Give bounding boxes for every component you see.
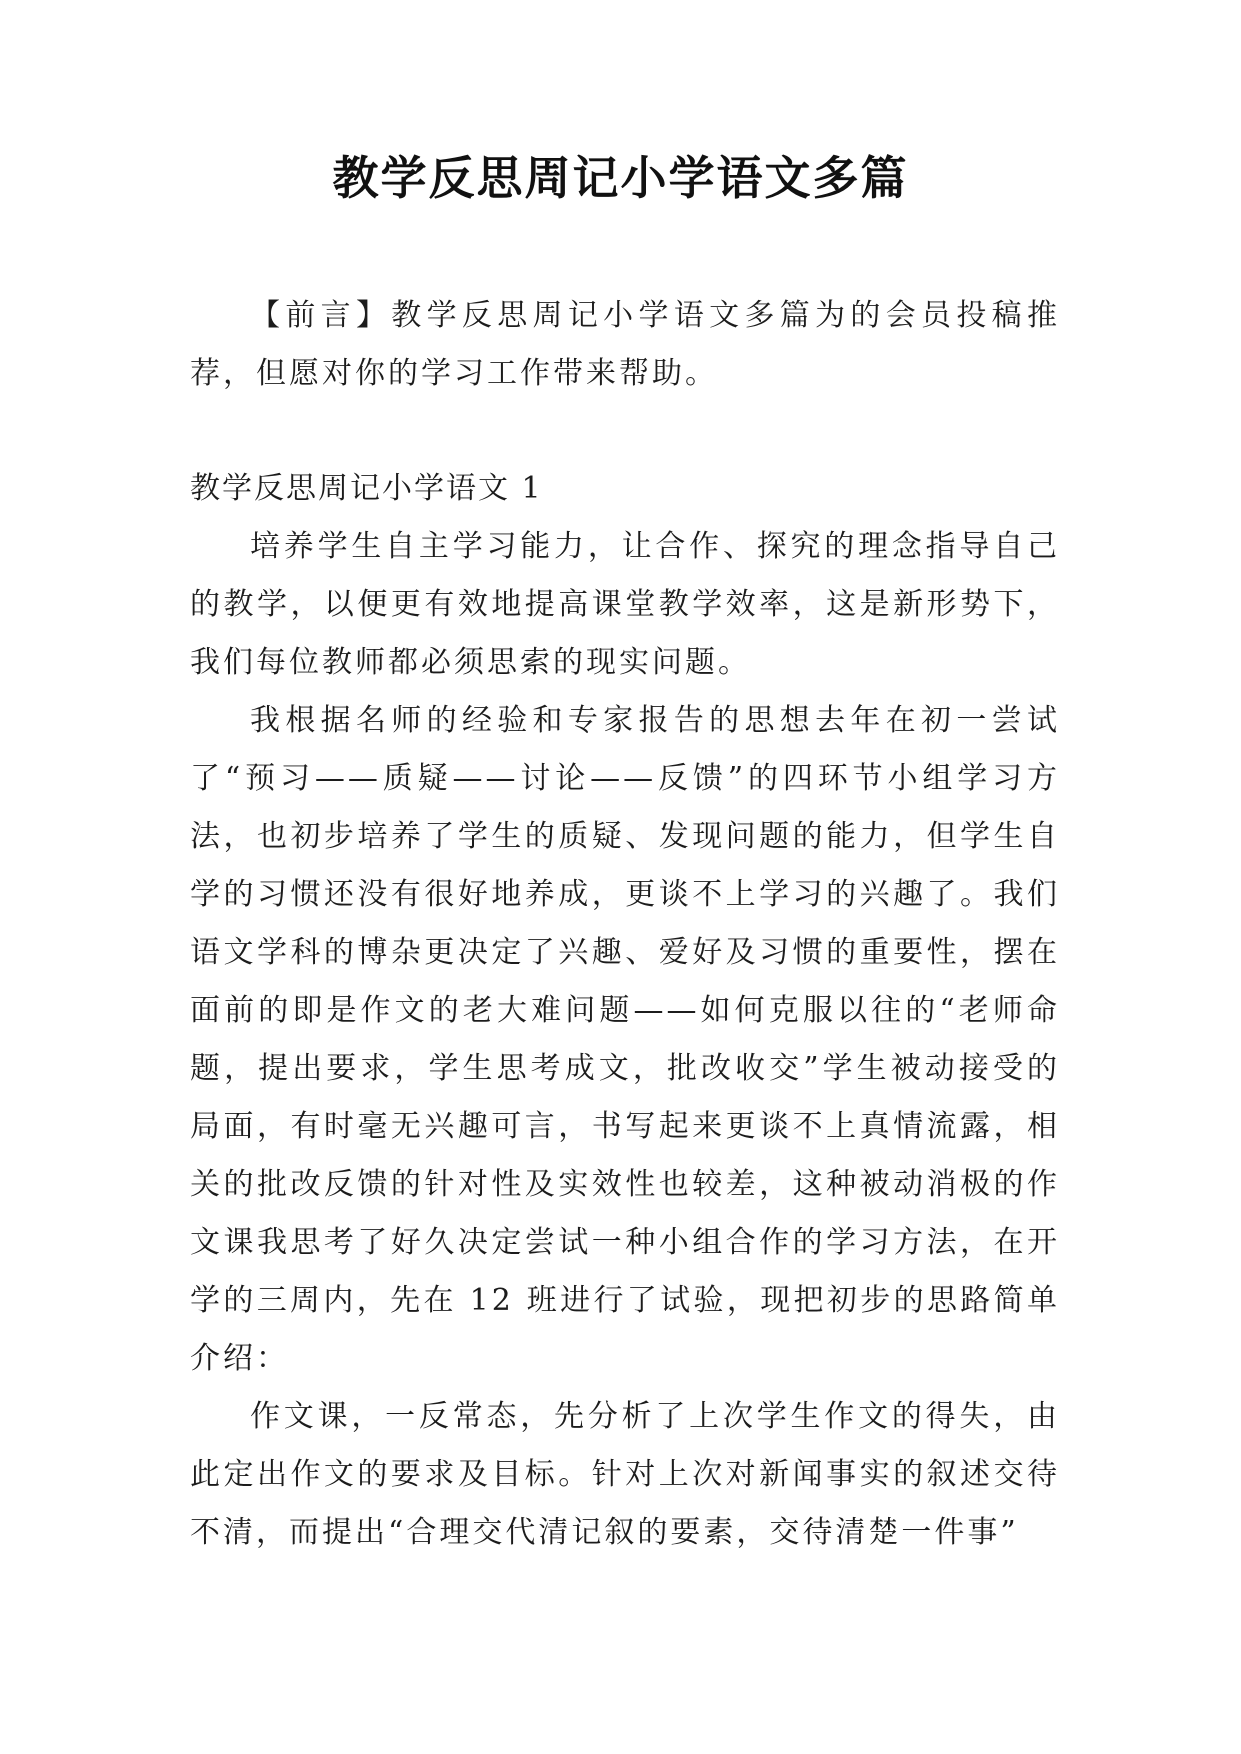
intro-block [190,287,1060,403]
body-paragraph: 培养学生自主学习能力，让合作、探究的理念指导自己的教学，以便更有效地提高课堂教学效率，这是新形势下，我们每位教师都必须思索的现实问题。 [190,529,1060,680]
section-body [190,518,1060,1562]
section-heading: 教学反思周记小学语文 1 [190,471,543,506]
body-paragraph: 作文课，一反常态，先分析了上次学生作文的得失，由此定出作文的要求及目标。针对上次对新闻事实的叙述交待不清，而提出“合理交代清记叙的要素，交待清楚一件事” [190,1399,1060,1550]
document-title: 教学反思周记小学语文多篇 [332,151,909,205]
intro-paragraph: 【前言】教学反思周记小学语文多篇为的会员投稿推荐，但愿对你的学习工作带来帮助。 [190,298,1060,391]
body-paragraph: 我根据名师的经验和专家报告的思想去年在初一尝试了“预习——质疑——讨论——反馈”的四环节小组学习方法，也初步培养了学生的质疑、发现问题的能力，但学生自学的习惯还没有很好地养成，更谈不上学习的兴趣了。我们语文学科的博杂更决定了兴趣、爱好及习惯的重要性，摆在面前的即是作文的老大难问题——如何克服以往的“老师命题，提出要求，学生思考成文，批改收交”学生被动接受的局面，有时毫无兴趣可言，书写起来更谈不上真情流露，相关的批改反馈的针对性及实效性也较差，这种被动消极的作文课我思考了好久决定尝试一种小组合作的学习方法，在开学的三周内，先在 12 班进行了试验，现把初步的思路简单介绍： [190,703,1060,1376]
